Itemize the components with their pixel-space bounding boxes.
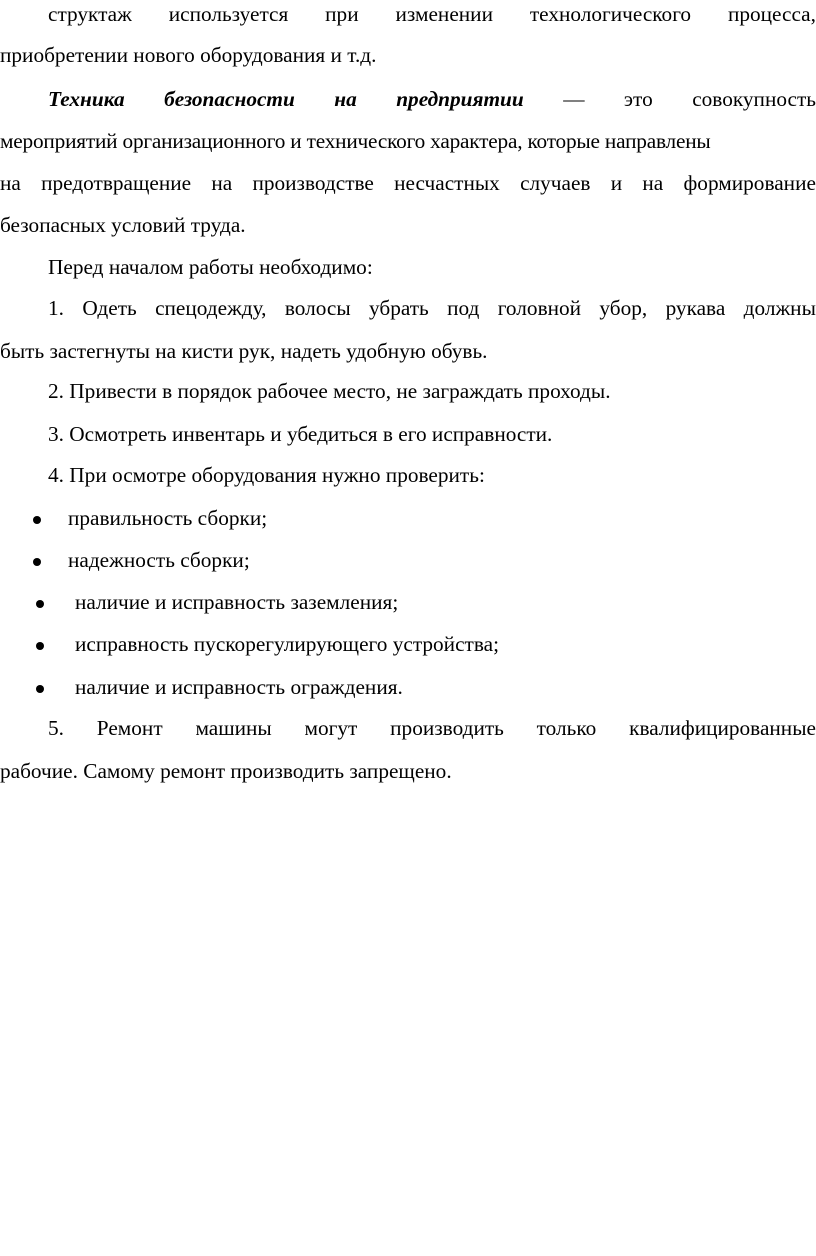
word: при [325,2,359,26]
word: производстве [252,171,374,195]
bullet-text: наличие и исправность ограждения. [75,675,403,699]
bullet-icon [33,516,41,524]
para3: Перед началом работы необходимо: [48,255,373,279]
word: квалифицированные [629,716,816,740]
para1-line2: приобретении нового оборудования и т.д. [0,43,377,67]
word: 1. [48,296,64,320]
term-word: на [334,87,357,111]
word: технологического [529,2,692,26]
term-word: Техника [48,87,125,111]
word: процесса, [727,2,816,26]
word: это [623,87,653,111]
bullet-icon [33,558,41,566]
term-word: безопасности [164,87,295,111]
para2-line1 [0,89,816,110]
word: должны [743,296,816,320]
bullet-text: надежность сборки; [68,548,250,572]
term-word: предприятии [396,87,524,111]
word: на [211,171,233,195]
item2: 2. Привести в порядок рабочее место, не заграждать проходы. [48,379,611,403]
word: убор, [599,296,648,320]
item3: 3. Осмотреть инвентарь и убедиться в его исправности. [48,422,553,446]
word: — [563,87,585,111]
bullet-text: наличие и исправность заземления; [75,590,399,614]
word: убрать [369,296,429,320]
item1-line1 [0,298,816,319]
word: несчастных [394,171,500,195]
bullet-text: правильность сборки; [68,506,268,530]
word: предотвращение [41,171,192,195]
word: случаев [520,171,591,195]
word: головной [497,296,582,320]
word: совокупность [692,87,816,111]
item1-line2: быть застегнуты на кисти рук, надеть удобную обувь. [0,339,488,363]
word: машины [195,716,272,740]
word: волосы [284,296,351,320]
word: на [642,171,664,195]
word: могут [304,716,358,740]
bullet-icon [36,600,44,608]
word: и [610,171,623,195]
para2-line4: безопасных условий труда. [0,213,246,237]
word: спецодежду, [155,296,267,320]
word: изменении [395,2,493,26]
word: Одеть [82,296,137,320]
word: под [447,296,480,320]
word: только [536,716,597,740]
word: 5. [48,716,64,740]
item5-line2: рабочие. Самому ремонт производить запрещено. [0,759,452,783]
para2-line3 [0,173,816,194]
bullet-icon [36,685,44,693]
word: Ремонт [96,716,163,740]
para1-line1 [0,4,816,25]
word: используется [168,2,289,26]
word: структаж [48,2,132,26]
bullet-icon [36,642,44,650]
bullet-text: исправность пускорегулирующего устройства; [75,632,499,656]
word: производить [390,716,504,740]
item5-line1 [0,718,816,739]
para2-line2: мероприятий организационного и технического характера, которые направлены [0,129,711,153]
word: рукава [665,296,726,320]
word: формирование [683,171,816,195]
word: на [0,171,21,195]
item4: 4. При осмотре оборудования нужно проверить: [48,463,485,487]
